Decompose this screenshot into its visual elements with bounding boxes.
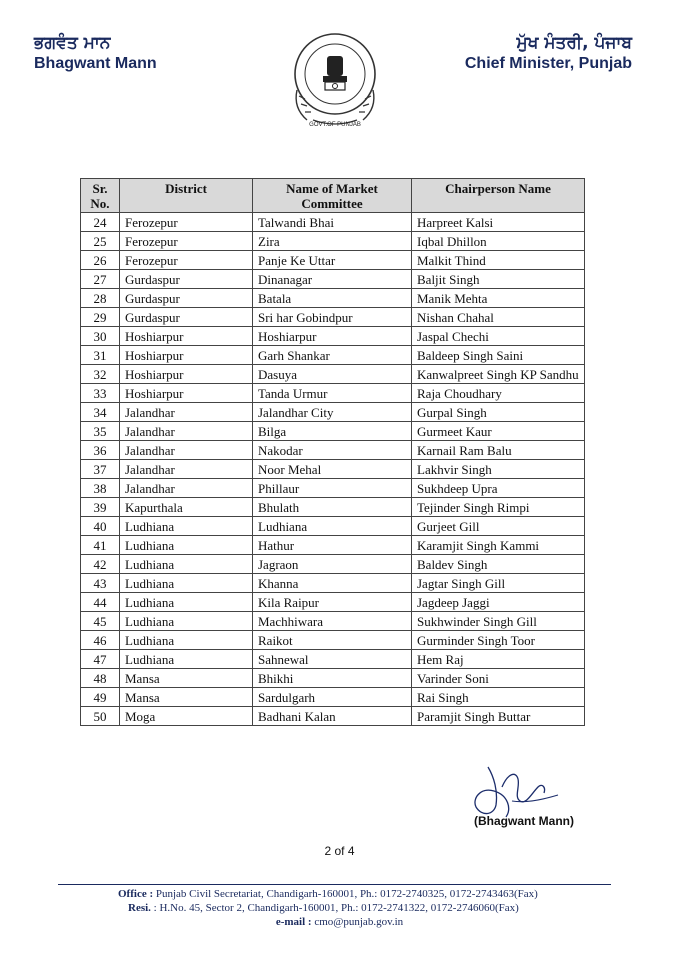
table-row bbox=[81, 536, 585, 555]
footer-email-text: cmo@punjab.gov.in bbox=[314, 916, 404, 928]
cell-district: Ludhiana bbox=[120, 517, 253, 536]
table-row bbox=[81, 384, 585, 403]
cell-market-committee: Tanda Urmur bbox=[253, 384, 412, 403]
table-row bbox=[81, 441, 585, 460]
cell-district: Ludhiana bbox=[120, 650, 253, 669]
cell-sr-no: 49 bbox=[81, 688, 120, 707]
cell-district: Moga bbox=[120, 707, 253, 726]
cell-sr-no: 29 bbox=[81, 308, 120, 327]
table-row bbox=[81, 346, 585, 365]
cell-sr-no: 30 bbox=[81, 327, 120, 346]
punjab-govt-emblem-icon bbox=[289, 30, 381, 132]
cell-sr-no: 45 bbox=[81, 612, 120, 631]
cell-market-committee: Phillaur bbox=[253, 479, 412, 498]
table-row bbox=[81, 593, 585, 612]
col-market-committee: Name of Market Committee bbox=[253, 179, 412, 213]
cell-market-committee: Batala bbox=[253, 289, 412, 308]
table-row bbox=[81, 365, 585, 384]
footer-office bbox=[0, 887, 679, 901]
cell-district: Hoshiarpur bbox=[120, 384, 253, 403]
cell-sr-no: 33 bbox=[81, 384, 120, 403]
cell-district: Ludhiana bbox=[120, 631, 253, 650]
cell-chairperson: Harpreet Kalsi bbox=[412, 213, 585, 232]
table-row bbox=[81, 270, 585, 289]
cell-chairperson: Jagtar Singh Gill bbox=[412, 574, 585, 593]
cell-sr-no: 34 bbox=[81, 403, 120, 422]
footer-office-text: Punjab Civil Secretariat, Chandigarh-160001, Ph.: 0172-2740325, 0172-2743463(Fax) bbox=[155, 888, 538, 900]
cell-market-committee: Bhikhi bbox=[253, 669, 412, 688]
table-row bbox=[81, 213, 585, 232]
cell-chairperson: Baljit Singh bbox=[412, 270, 585, 289]
cell-market-committee: Sahnewal bbox=[253, 650, 412, 669]
cell-district: Ludhiana bbox=[120, 612, 253, 631]
cell-chairperson: Paramjit Singh Buttar bbox=[412, 707, 585, 726]
cell-market-committee: Dasuya bbox=[253, 365, 412, 384]
table-row bbox=[81, 232, 585, 251]
cell-district: Jalandhar bbox=[120, 479, 253, 498]
table-row bbox=[81, 422, 585, 441]
cell-sr-no: 46 bbox=[81, 631, 120, 650]
table-row bbox=[81, 289, 585, 308]
cell-market-committee: Hoshiarpur bbox=[253, 327, 412, 346]
cell-district: Jalandhar bbox=[120, 422, 253, 441]
cell-market-committee: Ludhiana bbox=[253, 517, 412, 536]
signatory-name: (Bhagwant Mann) bbox=[474, 814, 574, 828]
title-english: Chief Minister, Punjab bbox=[464, 55, 632, 72]
cell-district: Mansa bbox=[120, 669, 253, 688]
table-row bbox=[81, 498, 585, 517]
table-row bbox=[81, 669, 585, 688]
page-number: 2 of 4 bbox=[324, 844, 355, 858]
cell-chairperson: Jagdeep Jaggi bbox=[412, 593, 585, 612]
cell-sr-no: 32 bbox=[81, 365, 120, 384]
cell-sr-no: 35 bbox=[81, 422, 120, 441]
cell-market-committee: Sardulgarh bbox=[253, 688, 412, 707]
cell-sr-no: 37 bbox=[81, 460, 120, 479]
cell-chairperson: Kanwalpreet Singh KP Sandhu bbox=[412, 365, 585, 384]
footer-resi-text: : H.No. 45, Sector 2, Chandigarh-160001, Ph.: 0172-2741322, 0172-2746060(Fax) bbox=[153, 902, 519, 914]
cell-district: Jalandhar bbox=[120, 441, 253, 460]
cell-sr-no: 38 bbox=[81, 479, 120, 498]
cell-sr-no: 24 bbox=[81, 213, 120, 232]
cell-sr-no: 48 bbox=[81, 669, 120, 688]
table-row bbox=[81, 403, 585, 422]
footer-resi-label: Resi. bbox=[128, 902, 151, 914]
cell-chairperson: Gurpal Singh bbox=[412, 403, 585, 422]
table-row bbox=[81, 460, 585, 479]
cell-market-committee: Garh Shankar bbox=[253, 346, 412, 365]
cell-chairperson: Gurmeet Kaur bbox=[412, 422, 585, 441]
cell-district: Ferozepur bbox=[120, 232, 253, 251]
name-english: Bhagwant Mann bbox=[34, 55, 157, 72]
cell-sr-no: 36 bbox=[81, 441, 120, 460]
cell-chairperson: Tejinder Singh Rimpi bbox=[412, 498, 585, 517]
cell-chairperson: Gurminder Singh Toor bbox=[412, 631, 585, 650]
table-row bbox=[81, 707, 585, 726]
cell-market-committee: Bhulath bbox=[253, 498, 412, 517]
cell-chairperson: Hem Raj bbox=[412, 650, 585, 669]
cell-sr-no: 31 bbox=[81, 346, 120, 365]
emblem-text: GOVT.OF PUNJAB bbox=[309, 122, 361, 128]
cell-sr-no: 28 bbox=[81, 289, 120, 308]
cell-chairperson: Malkit Thind bbox=[412, 251, 585, 270]
title-punjabi: ਮੁੱਖ ਮੰਤਰੀ, ਪੰਜਾਬ bbox=[516, 33, 632, 53]
cell-chairperson: Iqbal Dhillon bbox=[412, 232, 585, 251]
table-row bbox=[81, 650, 585, 669]
cell-market-committee: Talwandi Bhai bbox=[253, 213, 412, 232]
cell-chairperson: Gurjeet Gill bbox=[412, 517, 585, 536]
footer-office-label: Office : bbox=[118, 888, 154, 900]
header-left bbox=[34, 32, 157, 74]
cell-market-committee: Bilga bbox=[253, 422, 412, 441]
cell-sr-no: 40 bbox=[81, 517, 120, 536]
cell-chairperson: Lakhvir Singh bbox=[412, 460, 585, 479]
footer bbox=[0, 887, 679, 929]
cell-district: Ludhiana bbox=[120, 574, 253, 593]
cell-market-committee: Panje Ke Uttar bbox=[253, 251, 412, 270]
cell-chairperson: Sukhdeep Upra bbox=[412, 479, 585, 498]
market-committee-table bbox=[80, 178, 585, 726]
footer-email bbox=[0, 915, 679, 929]
cell-district: Gurdaspur bbox=[120, 308, 253, 327]
cell-chairperson: Baldev Singh bbox=[412, 555, 585, 574]
cell-sr-no: 27 bbox=[81, 270, 120, 289]
cell-chairperson: Nishan Chahal bbox=[412, 308, 585, 327]
cell-sr-no: 41 bbox=[81, 536, 120, 555]
cell-district: Jalandhar bbox=[120, 460, 253, 479]
cell-chairperson: Baldeep Singh Saini bbox=[412, 346, 585, 365]
table-row bbox=[81, 574, 585, 593]
cell-market-committee: Kila Raipur bbox=[253, 593, 412, 612]
table-header-row bbox=[81, 179, 585, 213]
cell-market-committee: Raikot bbox=[253, 631, 412, 650]
table-row bbox=[81, 308, 585, 327]
cell-district: Gurdaspur bbox=[120, 270, 253, 289]
cell-district: Ferozepur bbox=[120, 213, 253, 232]
cell-sr-no: 47 bbox=[81, 650, 120, 669]
cell-district: Ludhiana bbox=[120, 593, 253, 612]
table-row bbox=[81, 688, 585, 707]
cell-market-committee: Machhiwara bbox=[253, 612, 412, 631]
cell-market-committee: Badhani Kalan bbox=[253, 707, 412, 726]
cell-sr-no: 44 bbox=[81, 593, 120, 612]
cell-chairperson: Varinder Soni bbox=[412, 669, 585, 688]
cell-sr-no: 43 bbox=[81, 574, 120, 593]
cell-district: Hoshiarpur bbox=[120, 346, 253, 365]
cell-sr-no: 39 bbox=[81, 498, 120, 517]
cell-chairperson: Raja Choudhary bbox=[412, 384, 585, 403]
cell-sr-no: 25 bbox=[81, 232, 120, 251]
cell-district: Gurdaspur bbox=[120, 289, 253, 308]
cell-market-committee: Dinanagar bbox=[253, 270, 412, 289]
cell-chairperson: Jaspal Chechi bbox=[412, 327, 585, 346]
cell-chairperson: Sukhwinder Singh Gill bbox=[412, 612, 585, 631]
name-punjabi: ਭਗਵੰਤ ਮਾਨ bbox=[34, 33, 111, 53]
footer-email-label: e-mail : bbox=[275, 916, 312, 928]
footer-divider bbox=[58, 884, 611, 885]
cell-district: Kapurthala bbox=[120, 498, 253, 517]
col-district: District bbox=[120, 179, 253, 213]
cell-market-committee: Khanna bbox=[253, 574, 412, 593]
cell-chairperson: Karnail Ram Balu bbox=[412, 441, 585, 460]
cell-chairperson: Karamjit Singh Kammi bbox=[412, 536, 585, 555]
table-row bbox=[81, 327, 585, 346]
cell-chairperson: Manik Mehta bbox=[412, 289, 585, 308]
footer-resi bbox=[0, 901, 679, 915]
cell-district: Mansa bbox=[120, 688, 253, 707]
cell-market-committee: Hathur bbox=[253, 536, 412, 555]
cell-market-committee: Nakodar bbox=[253, 441, 412, 460]
cell-market-committee: Jalandhar City bbox=[253, 403, 412, 422]
cell-market-committee: Noor Mehal bbox=[253, 460, 412, 479]
cell-market-committee: Sri har Gobindpur bbox=[253, 308, 412, 327]
table-row bbox=[81, 631, 585, 650]
cell-sr-no: 26 bbox=[81, 251, 120, 270]
cell-district: Ferozepur bbox=[120, 251, 253, 270]
col-chairperson: Chairperson Name bbox=[412, 179, 585, 213]
cell-chairperson: Rai Singh bbox=[412, 688, 585, 707]
cell-sr-no: 50 bbox=[81, 707, 120, 726]
cell-district: Hoshiarpur bbox=[120, 327, 253, 346]
table-row bbox=[81, 251, 585, 270]
table-row bbox=[81, 479, 585, 498]
cell-district: Ludhiana bbox=[120, 536, 253, 555]
col-sr-no: Sr. No. bbox=[81, 179, 120, 213]
table-row bbox=[81, 555, 585, 574]
header-right bbox=[465, 32, 632, 74]
cell-district: Jalandhar bbox=[120, 403, 253, 422]
cell-district: Ludhiana bbox=[120, 555, 253, 574]
cell-sr-no: 42 bbox=[81, 555, 120, 574]
table-row bbox=[81, 612, 585, 631]
table-row bbox=[81, 517, 585, 536]
cell-market-committee: Jagraon bbox=[253, 555, 412, 574]
cell-district: Hoshiarpur bbox=[120, 365, 253, 384]
cell-market-committee: Zira bbox=[253, 232, 412, 251]
